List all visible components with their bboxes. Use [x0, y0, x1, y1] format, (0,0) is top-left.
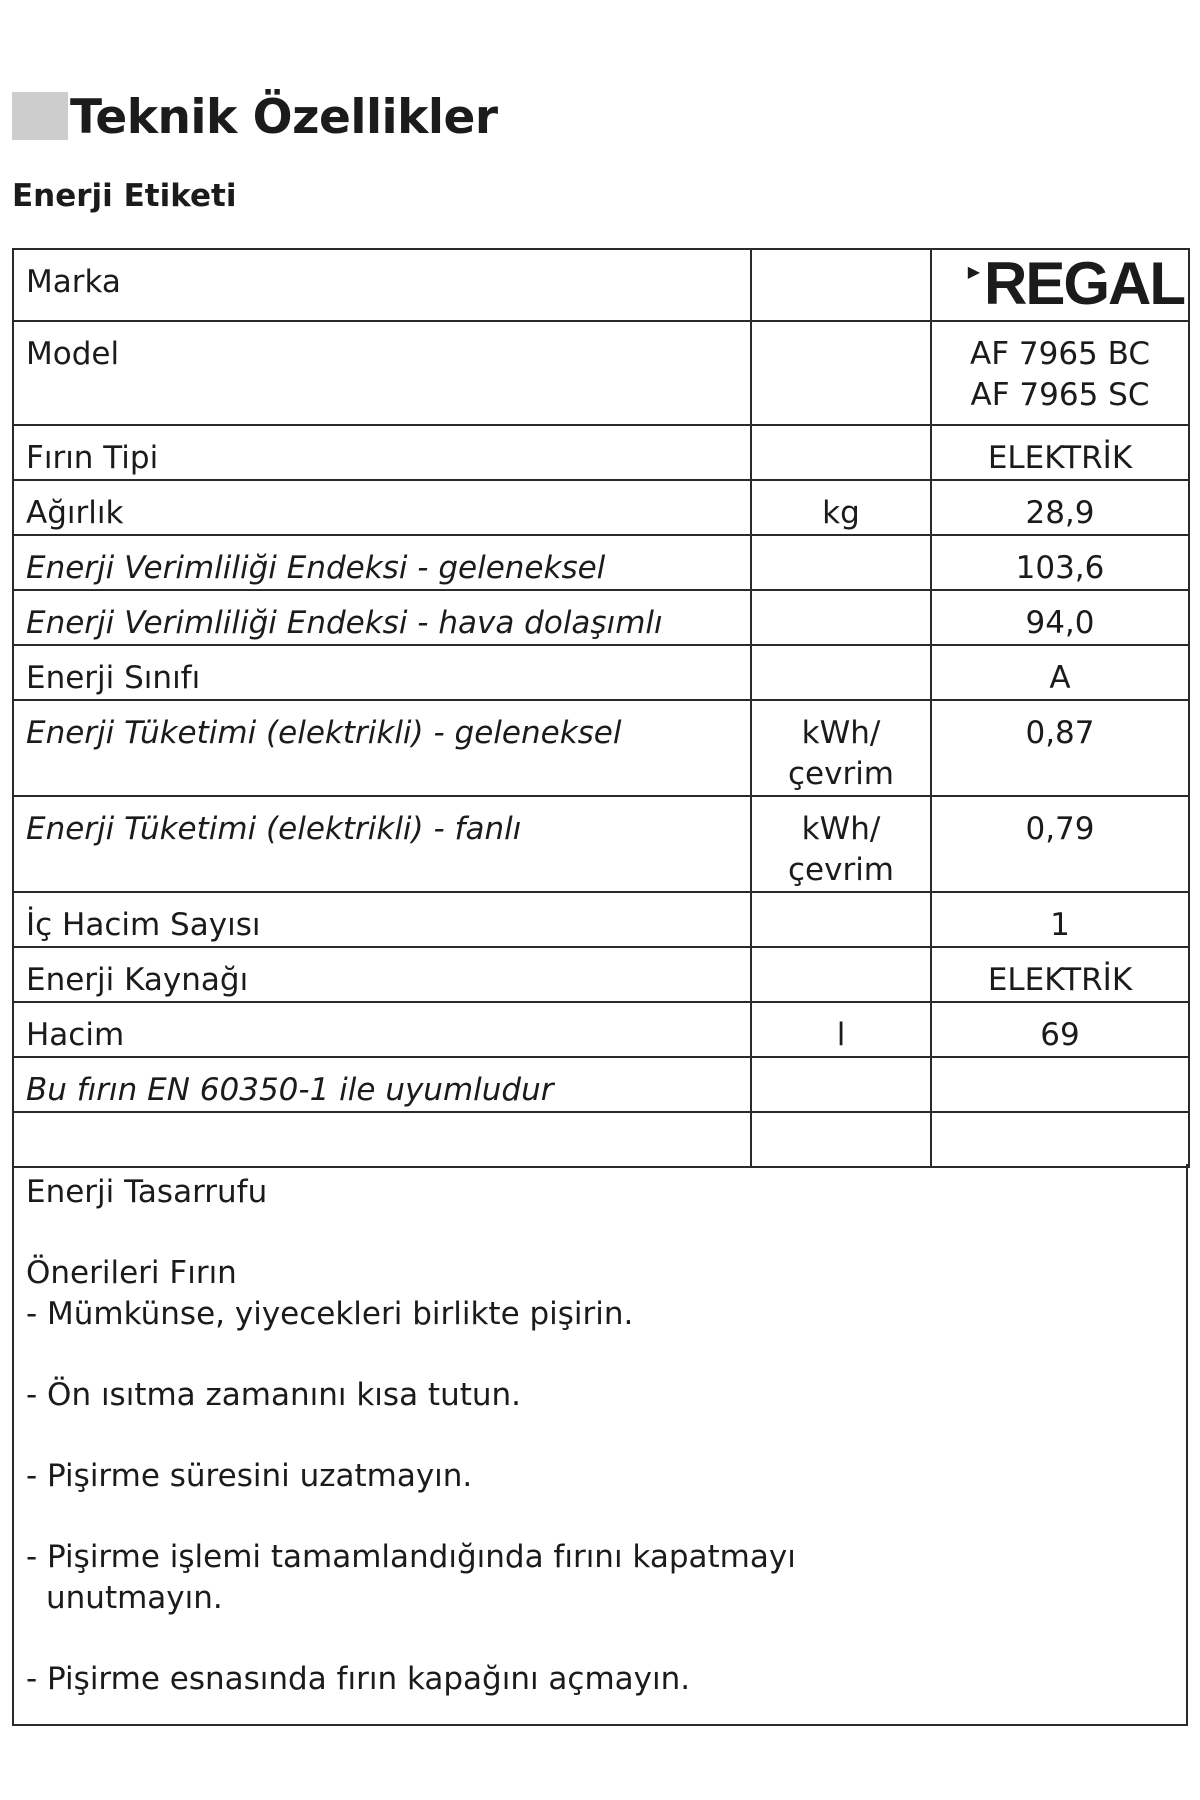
table-row — [13, 1112, 1189, 1167]
row-unit — [751, 1112, 931, 1167]
tip-item: - Pişirme işlemi tamamlandığında fırını kapatmayı — [26, 1539, 796, 1575]
table-row — [13, 321, 1189, 425]
row-value: ELEKTRİK — [931, 947, 1189, 1002]
tip-item: - Pişirme süresini uzatmayın. — [26, 1458, 473, 1494]
table-row — [13, 947, 1189, 1002]
row-value: 69 — [931, 1002, 1189, 1057]
row-label: Enerji Verimliliği Endeksi - geleneksel — [13, 535, 751, 590]
row-value: 28,9 — [931, 480, 1189, 535]
table-row — [13, 535, 1189, 590]
row-value: 103,6 — [931, 535, 1189, 590]
row-value: 94,0 — [931, 590, 1189, 645]
row-unit — [751, 425, 931, 480]
section-title-block — [12, 92, 498, 144]
row-label: Model — [13, 321, 751, 425]
row-label: Enerji Tüketimi (elektrikli) - fanlı — [13, 796, 751, 892]
model-line: AF 7965 BC — [969, 336, 1150, 372]
row-value — [931, 1057, 1189, 1112]
row-label: Marka — [13, 249, 751, 321]
page-title: Teknik Özellikler — [70, 90, 498, 145]
tip-item: - Ön ısıtma zamanını kısa tutun. — [26, 1377, 522, 1413]
energy-label-table — [12, 248, 1190, 1168]
row-unit — [751, 645, 931, 700]
row-label: İç Hacim Sayısı — [13, 892, 751, 947]
row-value — [931, 321, 1189, 425]
model-line: AF 7965 SC — [970, 377, 1150, 413]
row-unit: kg — [751, 480, 931, 535]
row-unit — [751, 796, 931, 892]
tip-item-continuation: unutmayın. — [46, 1580, 223, 1616]
table-row — [13, 1057, 1189, 1112]
unit-line: kWh/ — [801, 715, 881, 751]
row-unit — [751, 249, 931, 321]
table-row — [13, 425, 1189, 480]
row-label: Enerji Verimliliği Endeksi - hava dolaşımlı — [13, 590, 751, 645]
table-row — [13, 1002, 1189, 1057]
section-subtitle: Enerji Etiketi — [12, 178, 237, 214]
row-unit — [751, 1057, 931, 1112]
row-label: Enerji Tüketimi (elektrikli) - geleneksel — [13, 700, 751, 796]
row-unit — [751, 700, 931, 796]
row-label — [13, 1112, 751, 1167]
table-row — [13, 796, 1189, 892]
unit-line: çevrim — [787, 756, 895, 792]
brand-logo: ▶ REGAL — [967, 250, 1184, 317]
table-row — [13, 480, 1189, 535]
row-value: 0,87 — [931, 700, 1189, 796]
unit-line: çevrim — [787, 852, 895, 888]
table-row — [13, 892, 1189, 947]
row-value: 0,79 — [931, 796, 1189, 892]
row-value: 1 — [931, 892, 1189, 947]
row-unit: l — [751, 1002, 931, 1057]
row-label: Enerji Kaynağı — [13, 947, 751, 1002]
table-row — [13, 645, 1189, 700]
tip-item: - Pişirme esnasında fırın kapağını açmayın. — [26, 1661, 691, 1697]
row-label: Enerji Sınıfı — [13, 645, 751, 700]
row-label: Bu fırın EN 60350-1 ile uyumludur — [13, 1057, 751, 1112]
unit-line: kWh/ — [801, 811, 881, 847]
row-value — [931, 1112, 1189, 1167]
row-unit — [751, 535, 931, 590]
energy-saving-box — [12, 1164, 1188, 1726]
play-triangle-icon: ▶ — [967, 261, 980, 281]
row-label: Fırın Tipi — [13, 425, 751, 480]
row-unit — [751, 892, 931, 947]
brand-logo-cell — [931, 249, 1189, 321]
row-unit — [751, 321, 931, 425]
row-label: Ağırlık — [13, 480, 751, 535]
row-value: ELEKTRİK — [931, 425, 1189, 480]
tips-subheading: Önerileri Fırın — [26, 1255, 237, 1291]
table-row — [13, 700, 1189, 796]
row-unit — [751, 590, 931, 645]
table-row — [13, 249, 1189, 321]
tip-item: - Mümkünse, yiyecekleri birlikte pişirin. — [26, 1296, 634, 1332]
row-label: Hacim — [13, 1002, 751, 1057]
title-grey-block — [12, 92, 68, 140]
row-unit — [751, 947, 931, 1002]
tips-heading: Enerji Tasarrufu — [26, 1174, 268, 1210]
table-row — [13, 590, 1189, 645]
row-value: A — [931, 645, 1189, 700]
